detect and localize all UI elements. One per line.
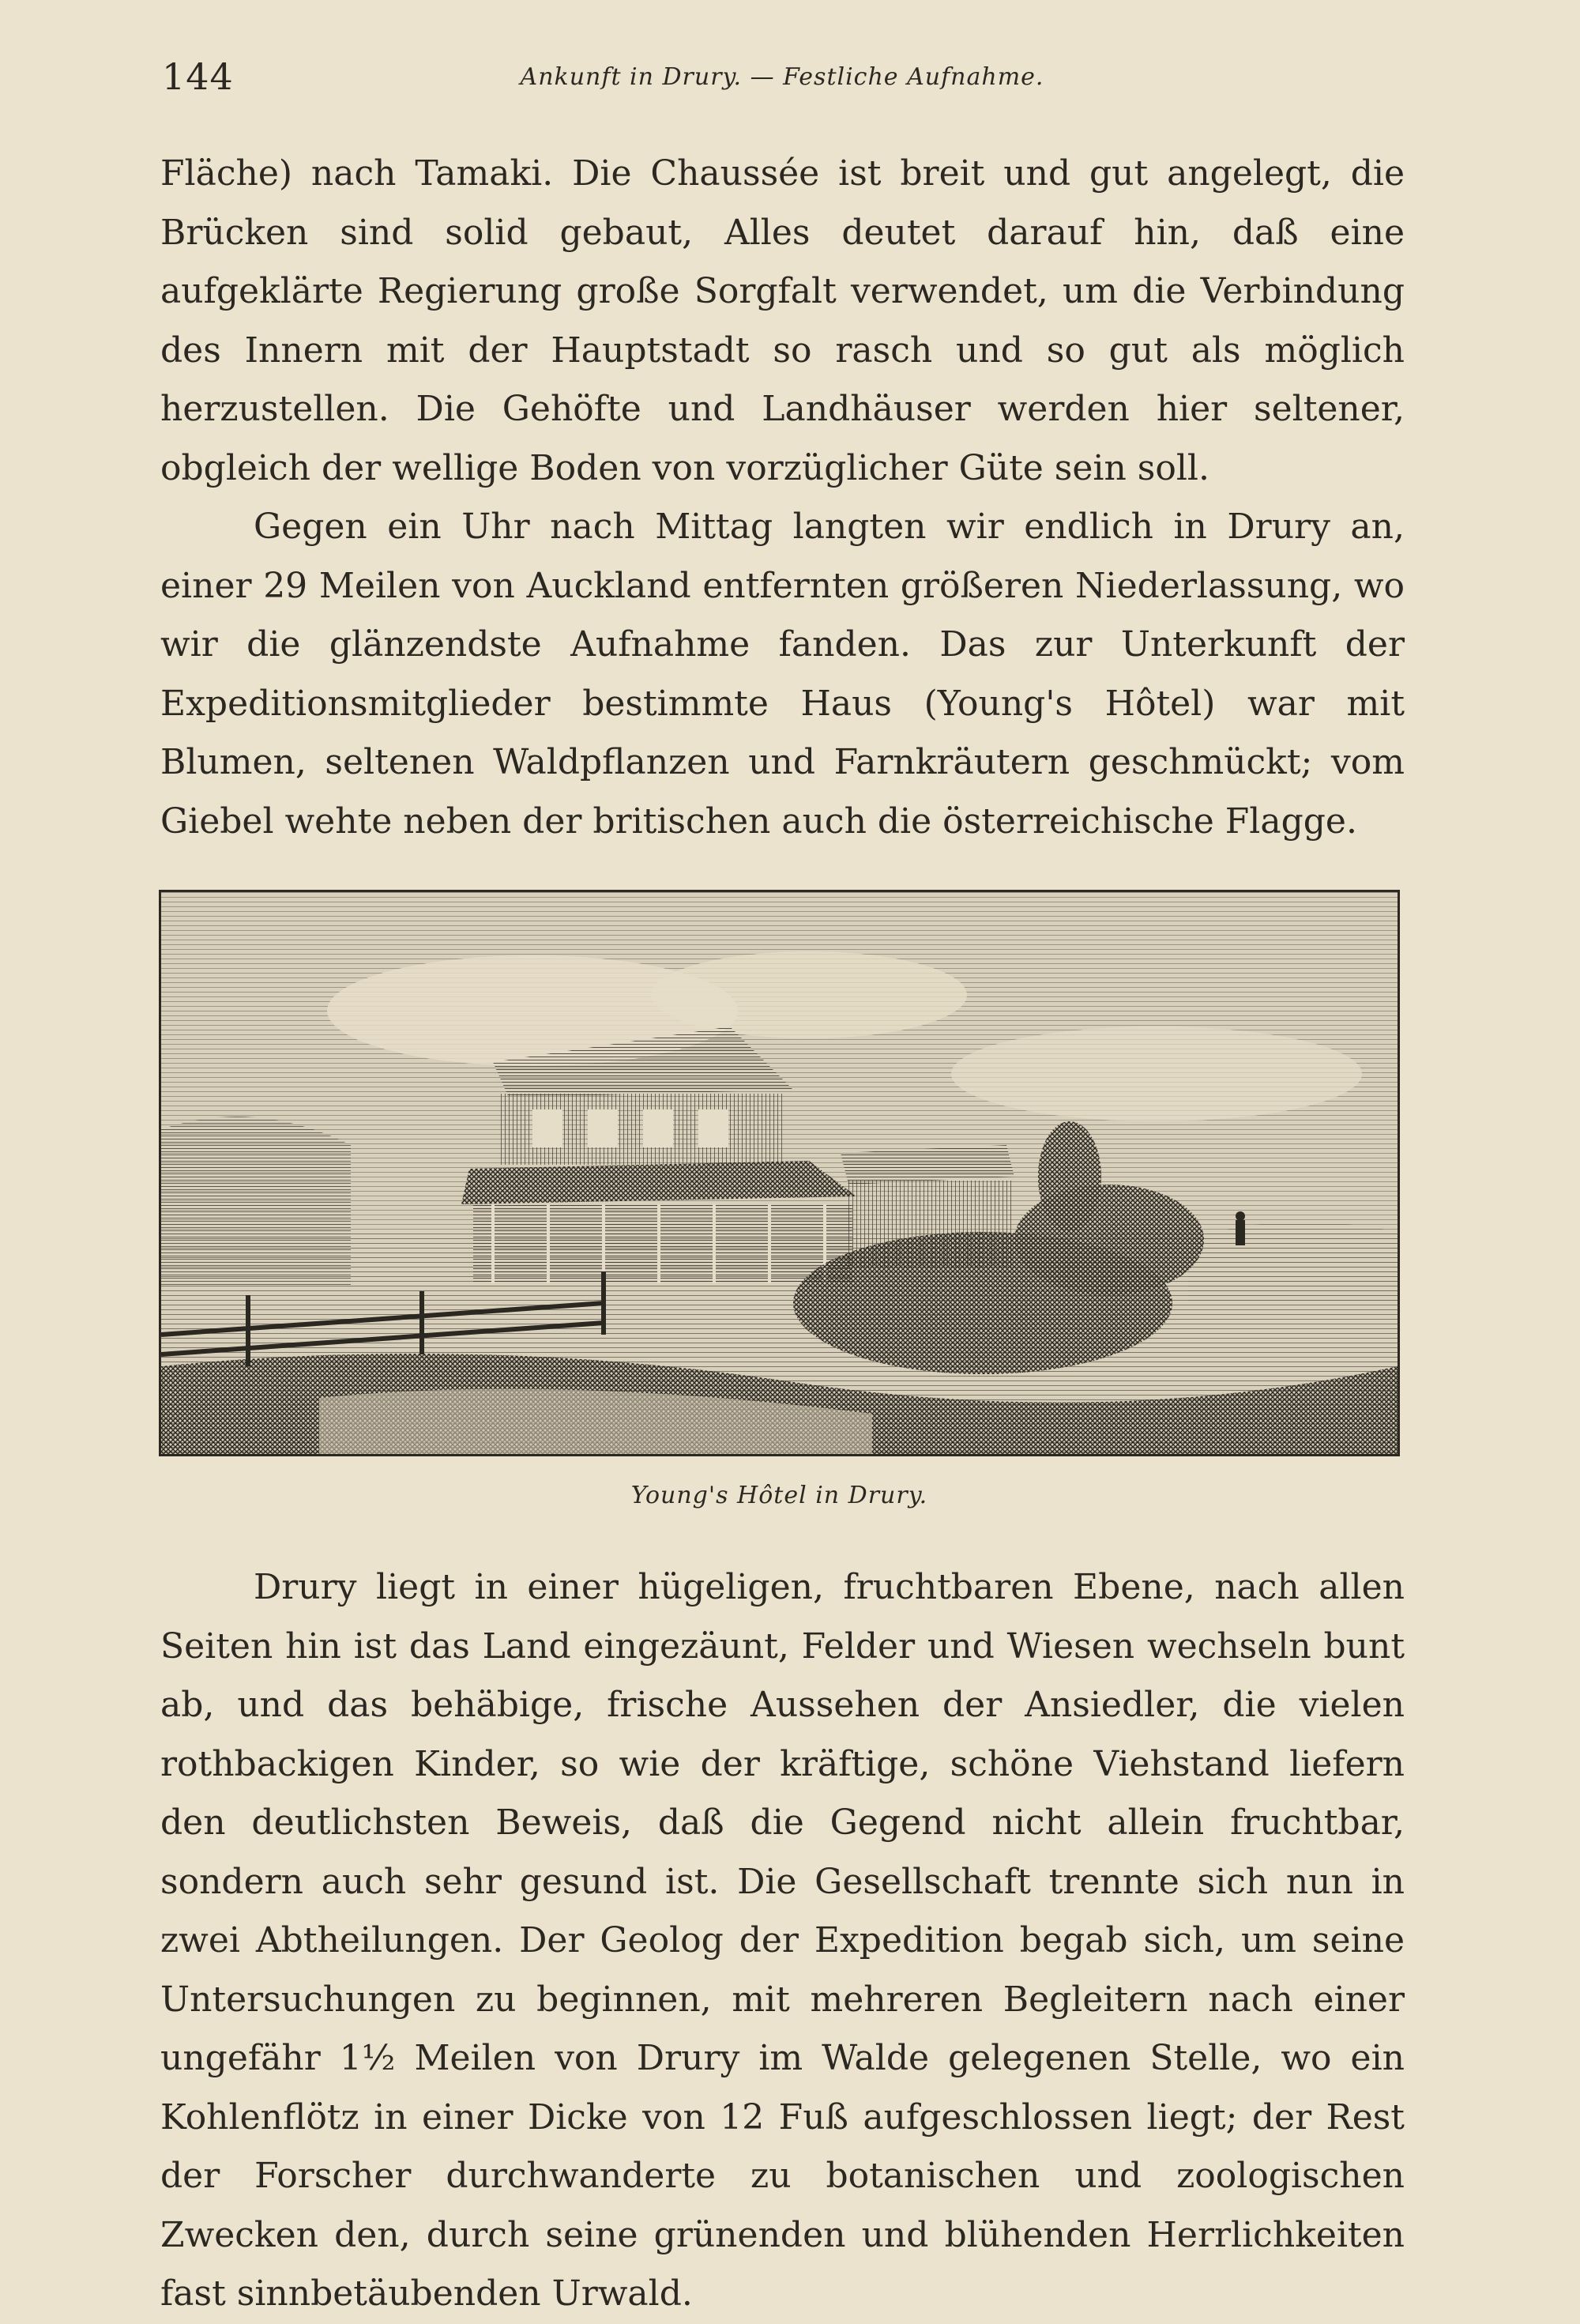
paragraph: Fläche) nach Tamaki. Die Chaussée ist breit und gut angelegt, die Brücken sind solid gebaut, Alles deutet darauf hin, daß eine aufgeklärte Regierung große Sorgfalt verwendet, um die Verbindung des Innern mit der Hauptstadt so rasch und so gut als möglich herzustellen. Die Gehöfte und Landhäuser werden hier seltener, obgleich der wellige Boden von vorzüglicher Güte sein soll. (160, 153, 1405, 488)
paragraph: Gegen ein Uhr nach Mittag langten wir endlich in Drury an, einer 29 Meilen von Auckland entfernten größeren Niederlassung, wo wir die glänzendste Aufnahme fanden. Das zur Unterkunft der Expeditionsmitglieder bestimmte Haus (Young's Hôtel) war mit Blumen, seltenen Waldpflanzen und Farnkräutern geschmückt; vom Giebel wehte neben der britischen auch die österreichische Flagge. (160, 507, 1405, 842)
running-head: Ankunft in Drury. — Festliche Aufnahme. (520, 63, 1044, 91)
figure-caption: Young's Hôtel in Drury. (630, 1482, 928, 1509)
text-block-top (160, 145, 1405, 851)
paragraph: Drury liegt in einer hügeligen, fruchtbaren Ebene, nach allen Seiten hin ist das Land eingezäunt, Felder und Wiesen wechseln bunt ab, und das behäbige, frische Aussehen der Ansiedler, die vielen rothbackigen Kinder, so wie der kräftige, schöne Viehstand liefern den deutlichsten Beweis, daß die Gegend nicht allein fruchtbar, sondern auch sehr gesund ist. Die Gesellschaft trennte sich nun in zwei Abtheilungen. Der Geolog der Expedition begab sich, um seine Untersuchungen zu beginnen, mit mehreren Begleitern nach einer ungefähr 1½ Meilen von Drury im Walde gelegenen Stelle, wo ein Kohlenflötz in einer Dicke von 12 Fuß aufgeschlossen liegt; der Rest der Forscher durchwanderte zu botanischen und zoologischen Zwecken den, durch seine grünenden und blühenden Herrlichkeiten fast sinnbetäubenden Urwald. (160, 1567, 1405, 2314)
page-header (162, 55, 1402, 103)
engraving-illustration (159, 890, 1400, 1456)
hotel-engraving (161, 892, 1398, 1454)
page-number: 144 (162, 55, 234, 98)
text-block-bottom (160, 1558, 1405, 2324)
